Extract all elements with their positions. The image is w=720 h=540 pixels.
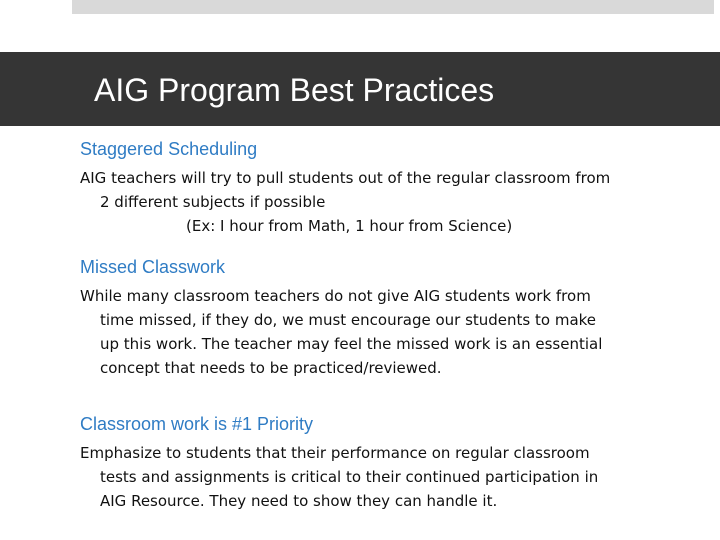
top-accent-strip bbox=[72, 0, 714, 14]
section-heading-staggered-scheduling: Staggered Scheduling bbox=[80, 139, 258, 159]
section-heading-missed-classwork: Missed Classwork bbox=[80, 257, 226, 277]
body-line: AIG Resource. They need to show they can handle it. bbox=[100, 492, 498, 510]
body-line: 2 different subjects if possible bbox=[100, 193, 326, 211]
slide-title: AIG Program Best Practices bbox=[94, 72, 495, 108]
body-line: AIG teachers will try to pull students out of the regular classroom from bbox=[80, 169, 611, 187]
body-line: up this work. The teacher may feel the missed work is an essential bbox=[100, 335, 603, 353]
section-body-missed-classwork bbox=[80, 284, 602, 380]
body-line: (Ex: I hour from Math, 1 hour from Science) bbox=[186, 217, 513, 235]
body-line: time missed, if they do, we must encourage our students to make bbox=[100, 311, 597, 329]
body-line: Emphasize to students that their performance on regular classroom bbox=[80, 444, 590, 462]
body-line: While many classroom teachers do not give AIG students work from bbox=[80, 287, 591, 305]
section-body-classroom-work-priority bbox=[80, 441, 598, 513]
section-body-staggered-scheduling bbox=[80, 166, 610, 238]
section-heading-classroom-work-priority: Classroom work is #1 Priority bbox=[80, 414, 314, 434]
body-line: concept that needs to be practiced/reviewed. bbox=[100, 359, 442, 377]
body-line: tests and assignments is critical to their continued participation in bbox=[100, 468, 599, 486]
